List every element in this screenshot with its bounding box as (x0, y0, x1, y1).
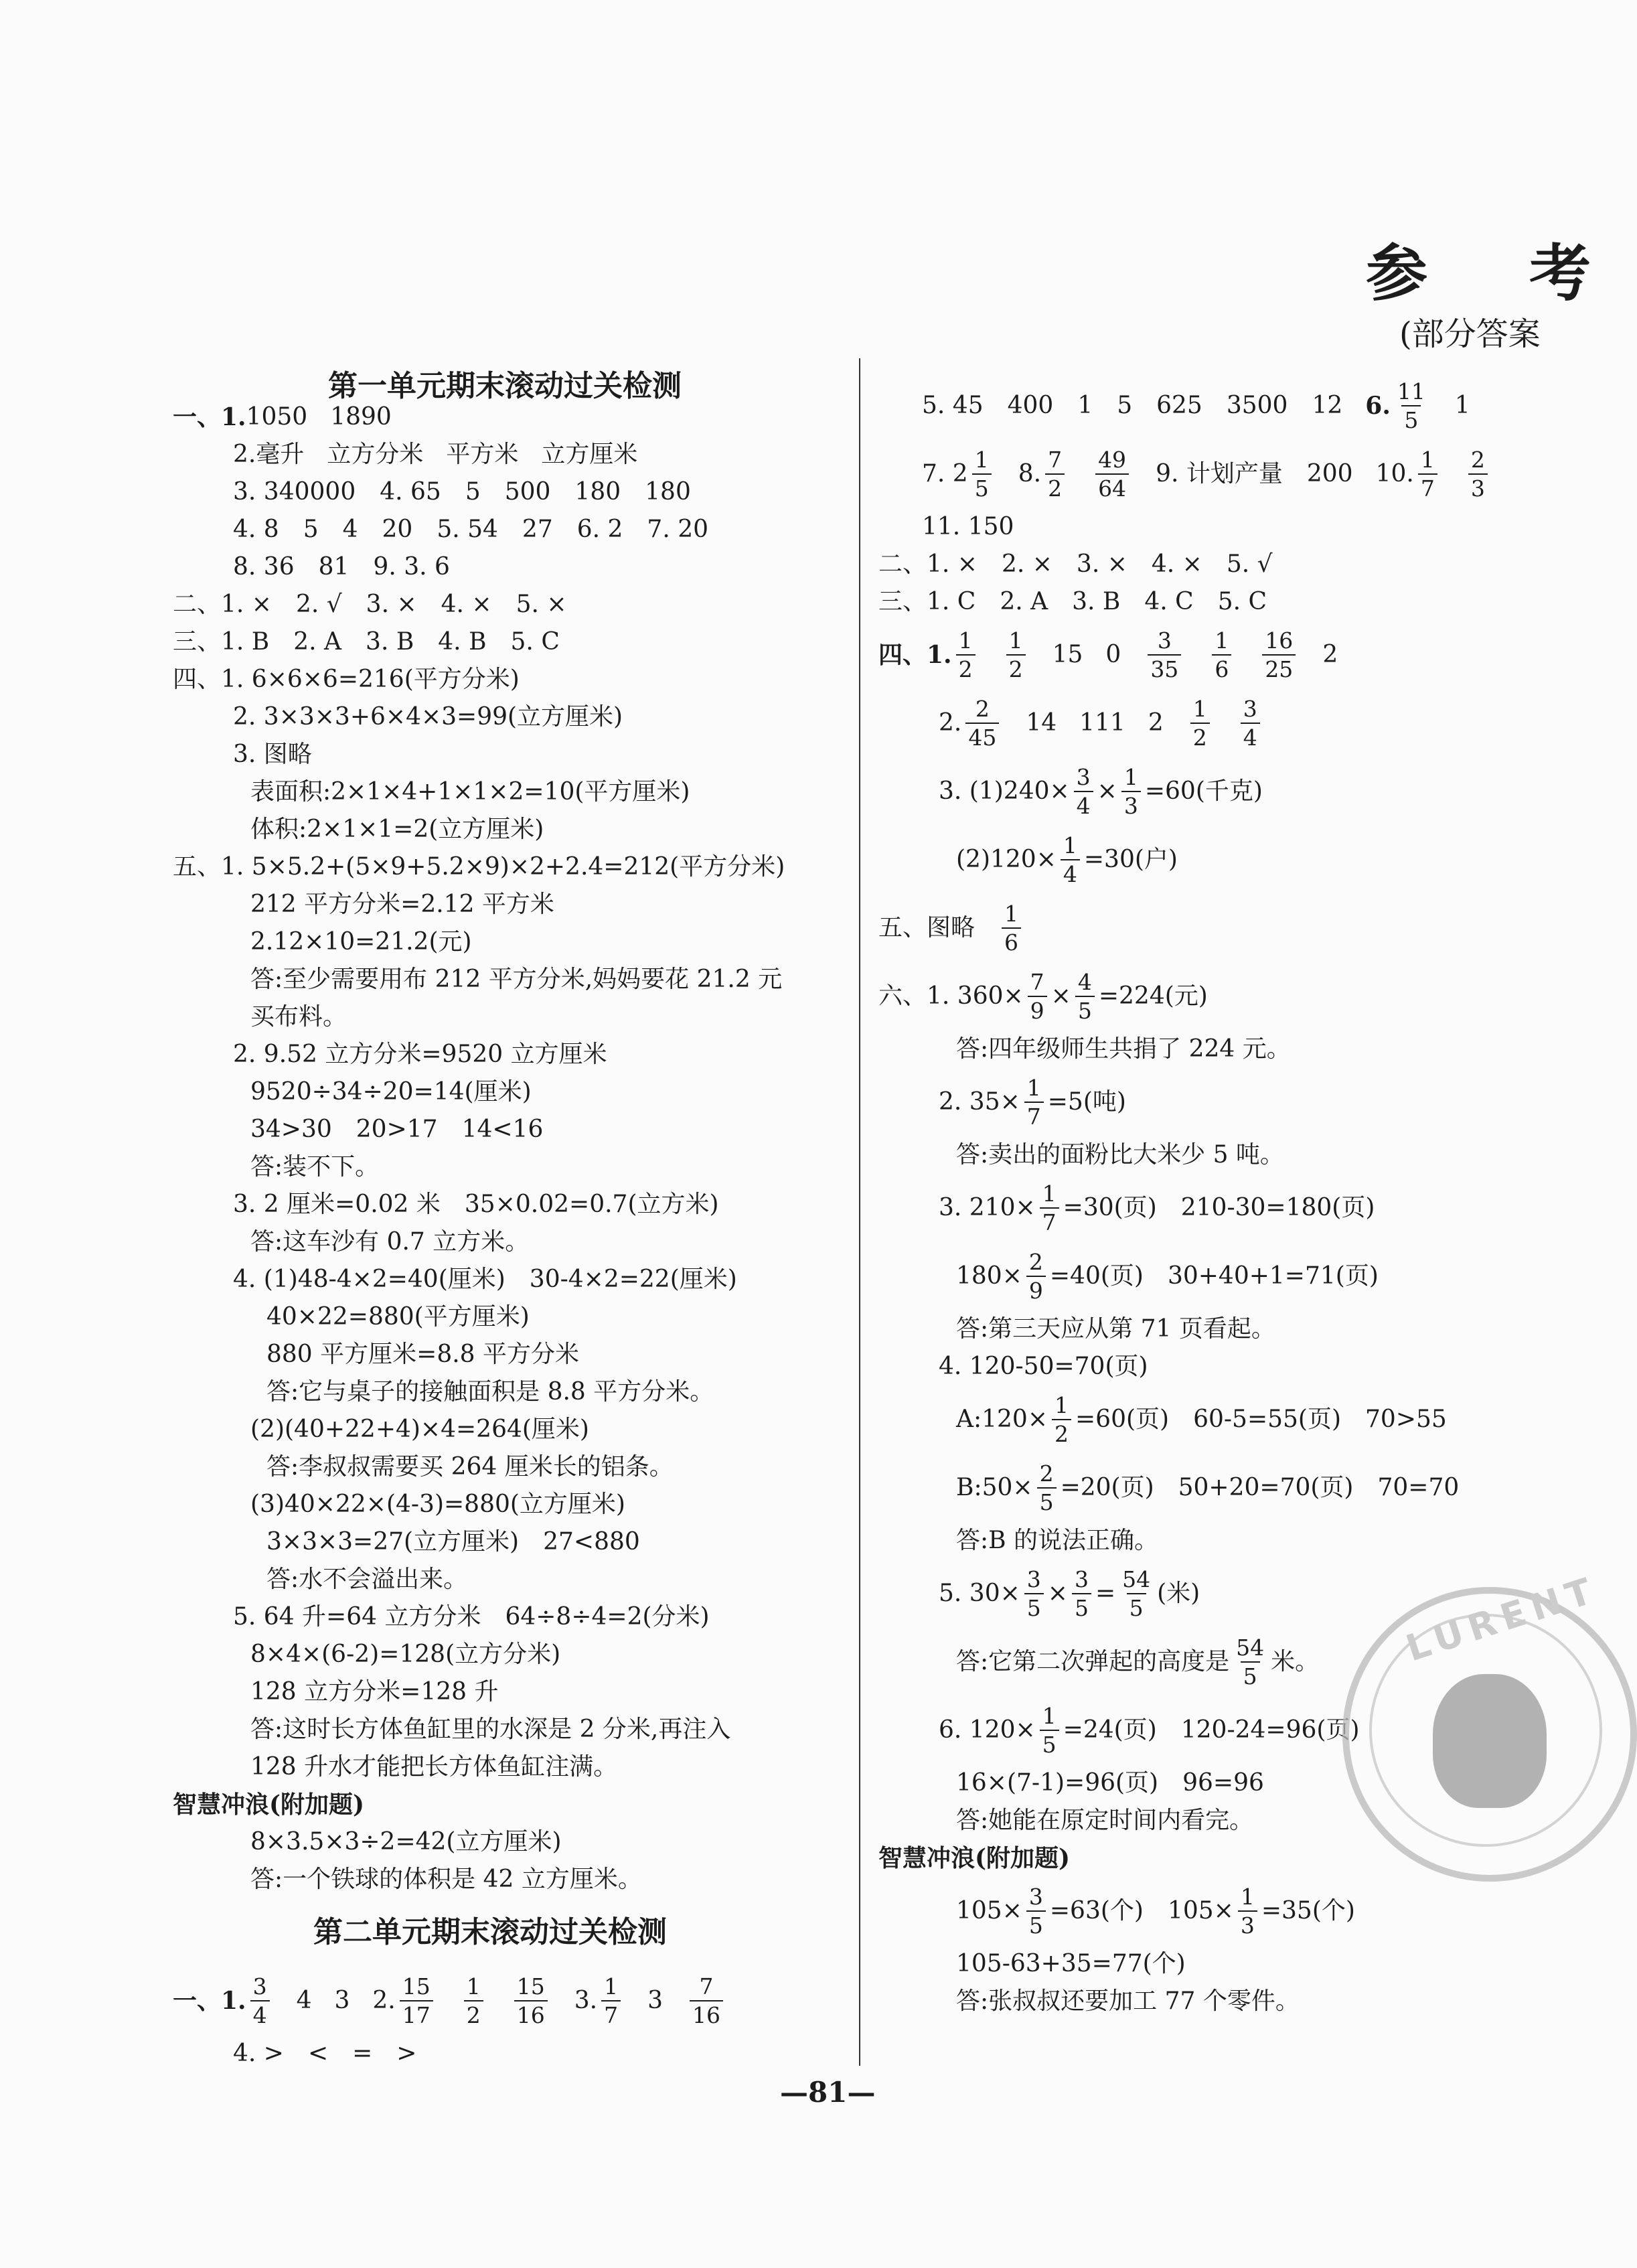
answer-line: 4. 8 5 4 20 5. 54 27 6. 2 7. 20 (233, 516, 709, 543)
answer-line: 2. 9.52 立方分米=9520 立方厘米 (233, 1041, 607, 1068)
answer-line: 答:这时长方体鱼缸里的水深是 2 分米,再注入 (250, 1716, 731, 1743)
answer-line: 34>30 20>17 14<16 (250, 1116, 544, 1143)
watermark-stamp (1342, 1568, 1637, 1882)
fraction: $\frac{16}{25}$ (1262, 629, 1296, 680)
answer-line: 2.12×10=21.2(元) (250, 928, 472, 956)
fraction: $\frac{3}{5}$ (1026, 1886, 1046, 1937)
fraction: $\frac{3}{35}$ (1148, 629, 1181, 680)
answer-line: 答:B 的说法正确。 (956, 1527, 1159, 1554)
answer-line: 答:它第二次弹起的高度是 $\frac{54}{5}$ 米。 (956, 1635, 1320, 1689)
answer-line: 8×3.5×3÷2=42(立方厘米) (250, 1828, 562, 1856)
fraction: $\frac{1}{2}$ (1006, 629, 1026, 680)
answer-line: 答:她能在原定时间内看完。 (956, 1807, 1254, 1834)
fraction: $\frac{54}{5}$ (1122, 1566, 1151, 1621)
answer-line: 答:装不下。 (250, 1153, 380, 1181)
fraction: $\frac{7}{2}$ (1045, 449, 1065, 500)
answer-line: 答:李叔叔需要买 264 厘米长的铝条。 (266, 1453, 674, 1481)
header-subtitle: (部分答案 (1399, 315, 1541, 353)
answer-line: 5. 45 400 1 5 625 3500 12 6. $\frac{11}{5}$ 1 (922, 378, 1470, 433)
fraction: $\frac{1}{4}$ (1061, 834, 1080, 885)
answer-line: 2. 毫升 立方分米 平方米 立方厘米 (233, 441, 638, 468)
answer-line: 五、图略 $\frac{1}{6}$ (878, 894, 1575, 962)
answer-line: 128 升水才能把长方体鱼缸注满。 (250, 1753, 618, 1781)
answer-line: 4. 120-50=70(页) (939, 1353, 1148, 1380)
bonus-heading: 智慧冲浪(附加题) (878, 1844, 1071, 1872)
fraction: $\frac{1}{7}$ (1040, 1183, 1059, 1233)
answer-line: 8×4×(6-2)=128(立方分米) (250, 1641, 561, 1668)
answer-line: 3. 图略 (233, 741, 312, 768)
fraction: $\frac{3}{5}$ (1024, 1568, 1044, 1619)
answer-line: 8. 36 81 9. 3. 6 (233, 553, 450, 581)
answer-line: 表面积:2×1×4+1×1×2=10(平方厘米) (250, 778, 690, 806)
answer-line: 9520÷34÷20=14(厘米) (250, 1078, 532, 1106)
answer-line: 2. 35× $\frac{1}{7}$ =5(吨) (939, 1075, 1126, 1130)
answer-line: 五、1. 5×5.2+(5×9+5.2×9)×2+2.4=212(平方分米) (173, 853, 785, 881)
left-column (173, 398, 856, 2072)
fraction: $\frac{1}{6}$ (1002, 903, 1021, 954)
section-title-unit-1: 第一单元期末滚动过关检测 (328, 369, 682, 403)
fraction: $\frac{2}{45}$ (965, 698, 999, 749)
fraction: $\frac{1}{5}$ (1040, 1705, 1059, 1756)
answer-line: 体积:2×1×1=2(立方厘米) (250, 816, 544, 843)
answer-line: 四、1. $\frac{1}{2}$ $\frac{1}{2}$ 15 0 $\frac{3}{35}$ $\frac{1}{6}$ $\frac{16}{25}$ 2 (878, 627, 1338, 682)
answer-line: 5. 30× $\frac{3}{5}$ × $\frac{3}{5}$ = $\frac{54}{5}$ (米) (939, 1566, 1200, 1621)
fraction: $\frac{1}{5}$ (972, 449, 992, 500)
fraction: $\frac{1}{6}$ (1212, 629, 1231, 680)
fraction: $\frac{2}{3}$ (1468, 449, 1488, 500)
fraction: $\frac{1}{2}$ (956, 629, 976, 680)
answer-line: 答:第三天应从第 71 页看起。 (956, 1315, 1275, 1343)
answer-line: 答:一个铁球的体积是 42 立方厘米。 (250, 1866, 642, 1893)
fraction: $\frac{1}{3}$ (1238, 1886, 1257, 1937)
answer-line: 3. 340000 4. 65 5 500 180 180 (233, 478, 691, 506)
fraction: $\frac{3}{4}$ (1241, 698, 1260, 749)
fraction: $\frac{7}{16}$ (690, 1975, 723, 2026)
column-divider (859, 358, 860, 2066)
answer-line: 二、1. × 2. √ 3. × 4. × 5. × (173, 591, 567, 618)
fraction: $\frac{15}{16}$ (514, 1975, 548, 2026)
answer-line: 2. $\frac{2}{45}$ 14 111 2 $\frac{1}{2}$ $\frac{3}{4}$ (878, 689, 1575, 757)
fraction: $\frac{15}{17}$ (400, 1975, 433, 2026)
answer-line: 三、1. C 2. A 3. B 4. C 5. C (878, 588, 1267, 615)
answer-line: 3. 210× $\frac{1}{7}$ =30(页) 210-30=180(页) (939, 1181, 1375, 1235)
fraction: $\frac{1}{7}$ (1024, 1077, 1044, 1128)
answer-line: 212 平方分米=2.12 平方米 (250, 891, 554, 918)
section-title-unit-2: 第二单元期末滚动过关检测 (313, 1915, 667, 1949)
fraction: $\frac{1}{2}$ (464, 1975, 483, 2026)
answer-line: 六、1. 360× $\frac{7}{9}$ × $\frac{4}{5}$ =224(元) (878, 969, 1208, 1024)
answer-line: (2)(40+22+4)×4=264(厘米) (250, 1416, 589, 1443)
bonus-heading: 智慧冲浪(附加题) (173, 1791, 365, 1819)
fraction: $\frac{7}{9}$ (1028, 971, 1047, 1022)
fraction: $\frac{1}{7}$ (1418, 449, 1437, 500)
header-title: 参 考 (1366, 237, 1632, 309)
answer-line: 答:卖出的面粉比大米少 5 吨。 (956, 1141, 1284, 1168)
answer-line: 三、1. B 2. A 3. B 4. B 5. C (173, 628, 560, 656)
answer-line: 一、1. $\frac{3}{4}$ 4 3 2. $\frac{15}{17}$ $\frac{1}{2}$ $\frac{15}{16}$ 3. $\frac{1}{7}$ 3 $\frac{7}{16}$ (173, 1967, 856, 2035)
answer-line: 买布料。 (250, 1003, 347, 1031)
answer-line: 答:这车沙有 0.7 立方米。 (250, 1228, 530, 1256)
stamp-portrait (1433, 1674, 1547, 1808)
answer-line: 880 平方厘米=8.8 平方分米 (266, 1341, 580, 1368)
answer-line: 3×3×3=27(立方厘米) 27<880 (266, 1528, 640, 1556)
answer-line: 7. 2 $\frac{1}{5}$ 8. $\frac{7}{2}$ $\frac{49}{64}$ 9. 计划产量 200 10. $\frac{1}{7}$ $\frac{2}{3}$ (878, 440, 1575, 508)
answer-line: 答:水不会溢出来。 (266, 1566, 468, 1593)
fraction: $\frac{49}{64}$ (1095, 449, 1129, 500)
answer-line: 16×(7-1)=96(页) 96=96 (956, 1769, 1264, 1797)
section-title-unit-2-row (173, 1898, 856, 1967)
answer-line: 2. 3×3×3+6×4×3=99(立方厘米) (233, 703, 623, 731)
answer-line: 105× $\frac{3}{5}$ =63(个) 105× $\frac{1}{3}$ =35(个) (956, 1884, 1355, 1939)
answer-line: 6. 120× $\frac{1}{5}$ =24(页) 120-24=96(页) (939, 1703, 1360, 1758)
answer-line: 4. > < = > (233, 2040, 417, 2067)
answer-line: 答:至少需要用布 212 平方分米,妈妈要花 21.2 元 (250, 966, 783, 993)
fraction: $\frac{54}{5}$ (1236, 1635, 1265, 1689)
answer-line: 128 立方分米=128 升 (250, 1678, 499, 1706)
fraction: $\frac{3}{4}$ (250, 1975, 270, 2026)
answer-line: (3)40×22×(4-3)=880(立方厘米) (250, 1491, 625, 1518)
answer-line: 105-63+35=77(个) (956, 1950, 1186, 1977)
fraction: $\frac{1}{3}$ (1121, 766, 1141, 817)
fraction: $\frac{11}{5}$ (1397, 378, 1425, 433)
answer-line: 二、1. × 2. × 3. × 4. × 5. √ (878, 550, 1273, 578)
answer-line: B:50× $\frac{2}{5}$ =20(页) 50+20=70(页) 70=70 (956, 1460, 1460, 1515)
fraction: $\frac{1}{2}$ (1190, 698, 1210, 749)
answer-line: 40×22=880(平方厘米) (266, 1303, 530, 1331)
stamp-text: LURENT (1401, 1568, 1604, 1670)
answer-line: 180× $\frac{2}{9}$ =40(页) 30+40+1=71(页) (956, 1249, 1379, 1304)
fraction: $\frac{1}{2}$ (1052, 1394, 1071, 1445)
fraction: $\frac{1}{7}$ (601, 1975, 621, 2026)
answer-line: 答:张叔叔还要加工 77 个零件。 (956, 1987, 1300, 2015)
answer-line: 4. (1)48-4×2=40(厘米) 30-4×2=22(厘米) (233, 1266, 737, 1293)
answer-line: (2)120× $\frac{1}{4}$ =30(户) (956, 832, 1178, 887)
fraction: $\frac{3}{4}$ (1074, 766, 1093, 817)
fraction: $\frac{2}{5}$ (1037, 1462, 1057, 1513)
answer-line: 11. 150 (922, 513, 1014, 540)
fraction: $\frac{4}{5}$ (1075, 971, 1095, 1022)
fraction: $\frac{3}{5}$ (1072, 1568, 1091, 1619)
answer-line: 答:它与桌子的接触面积是 8.8 平方分米。 (266, 1378, 714, 1406)
answer-line: 一、1. 1050 1890 (173, 403, 392, 431)
answer-line: 5. 64 升=64 立方分米 64÷8÷4=2(分米) (233, 1603, 710, 1631)
answer-line: A:120× $\frac{1}{2}$ =60(页) 60-5=55(页) 70>55 (956, 1392, 1447, 1447)
answer-line: 3. 2 厘米=0.02 米 35×0.02=0.7(立方米) (233, 1191, 719, 1218)
answer-line: 答:四年级师生共捐了 224 元。 (956, 1035, 1291, 1063)
fraction: $\frac{2}{9}$ (1026, 1251, 1046, 1302)
answer-line: 3. (1)240× $\frac{3}{4}$ × $\frac{1}{3}$ =60(千克) (939, 764, 1263, 819)
answer-line: 四、1. 6×6×6=216(平方分米) (173, 666, 520, 693)
page-number: —81— (780, 2076, 876, 2109)
